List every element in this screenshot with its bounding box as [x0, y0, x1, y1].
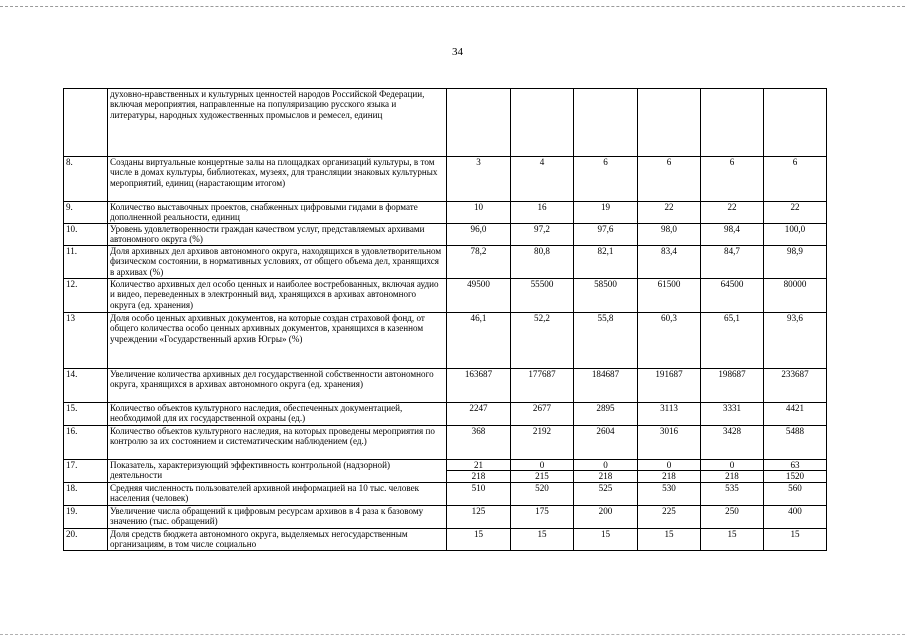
indicator-value: 3: [447, 157, 511, 202]
page-number: 34: [452, 46, 463, 58]
indicator-value: 60,3: [638, 313, 701, 369]
indicator-value: [764, 89, 827, 157]
indicator-value: 55500: [511, 279, 574, 313]
table-row: [64, 157, 827, 202]
row-number: 15.: [64, 403, 108, 426]
indicator-description: духовно-нравственных и культурных ценностей народов Российской Федерации, включая мероприятия, направленные на популяризацию русского языка и литературы, народных художественных промыслов и ремесел, единиц: [108, 89, 447, 157]
indicator-value: 3113: [638, 403, 701, 426]
indicator-value: 52,2: [511, 313, 574, 369]
indicator-value: 22: [764, 202, 827, 224]
value-line-2: 218: [574, 470, 637, 481]
indicator-value: 163687: [447, 369, 511, 403]
indicator-value: 100,0: [764, 224, 827, 246]
table-row: [64, 89, 827, 157]
indicator-value: 58500: [574, 279, 638, 313]
table-row: [64, 202, 827, 224]
indicator-description: Количество объектов культурного наследия, на которых проведены мероприятия по контролю за их состоянием и систематическим наблюдением (ед.): [108, 426, 447, 460]
indicator-value: 15: [447, 529, 511, 551]
indicator-value: 98,9: [764, 246, 827, 279]
indicator-value: 83,4: [638, 246, 701, 279]
indicator-value: 15: [701, 529, 764, 551]
indicator-value: [574, 460, 638, 483]
indicator-value: [447, 460, 511, 483]
indicator-value: 3428: [701, 426, 764, 460]
indicator-value: 175: [511, 506, 574, 529]
indicator-value: 6: [638, 157, 701, 202]
row-number: [64, 89, 108, 157]
indicator-value: 98,4: [701, 224, 764, 246]
indicator-value: 191687: [638, 369, 701, 403]
indicator-value: 535: [701, 483, 764, 506]
row-number: 19.: [64, 506, 108, 529]
value-line-2: 218: [638, 470, 700, 481]
indicator-value: 6: [701, 157, 764, 202]
table-row: [64, 426, 827, 460]
indicator-value: [701, 460, 764, 483]
indicator-value: 560: [764, 483, 827, 506]
table-row: [64, 369, 827, 403]
indicator-value: 4421: [764, 403, 827, 426]
value-line-1: 0: [729, 460, 735, 470]
indicator-value: 55,8: [574, 313, 638, 369]
indicator-value: 200: [574, 506, 638, 529]
indicator-value: [447, 89, 511, 157]
row-number: 13: [64, 313, 108, 369]
value-line-1: 0: [666, 460, 672, 470]
indicator-description: Уровень удовлетворенности граждан качеством услуг, представляемых архивами автономного округа (%): [108, 224, 447, 246]
indicator-value: 84,7: [701, 246, 764, 279]
indicator-value: 98,0: [638, 224, 701, 246]
indicator-value: 93,6: [764, 313, 827, 369]
indicator-value: [574, 89, 638, 157]
indicator-value: 22: [638, 202, 701, 224]
indicator-value: 184687: [574, 369, 638, 403]
table-row: [64, 483, 827, 506]
indicator-value: 530: [638, 483, 701, 506]
indicator-value: 510: [447, 483, 511, 506]
indicator-value: 64500: [701, 279, 764, 313]
row-number: 11.: [64, 246, 108, 279]
indicator-description: Количество объектов культурного наследия, обеспеченных документацией, необходимой для их государственной охраны (ед.): [108, 403, 447, 426]
row-number: 14.: [64, 369, 108, 403]
scan-edge-bottom: [0, 634, 905, 635]
table-row: [64, 529, 827, 551]
indicators-table: [63, 88, 827, 551]
indicator-value: [511, 460, 574, 483]
value-line-1: 63: [790, 460, 800, 470]
indicator-value: 65,1: [701, 313, 764, 369]
indicator-value: 520: [511, 483, 574, 506]
value-line-1: 0: [539, 460, 545, 470]
indicator-value: 97,2: [511, 224, 574, 246]
value-line-1: 21: [473, 460, 484, 470]
table-body: [64, 89, 827, 551]
table-row: [64, 279, 827, 313]
indicator-value: 368: [447, 426, 511, 460]
indicator-description: Доля архивных дел архивов автономного округа, находящихся в удовлетворительном физическом состоянии, в нормативных условиях, от общего объема дел, хранящихся в архивах (%): [108, 246, 447, 279]
indicator-value: 10: [447, 202, 511, 224]
indicator-value: 61500: [638, 279, 701, 313]
indicator-value: 49500: [447, 279, 511, 313]
indicator-value: 2677: [511, 403, 574, 426]
indicator-value: 5488: [764, 426, 827, 460]
indicator-description: Количество выставочных проектов, снабженных цифровыми гидами в формате дополненной реальности, единиц: [108, 202, 447, 224]
indicator-value: 400: [764, 506, 827, 529]
indicator-value: 22: [701, 202, 764, 224]
indicator-description: Доля особо ценных архивных документов, на которые создан страховой фонд, от общего количества особо ценных архивных документов, хранящихся в казенном учреждении «Государственный архив Югры» (%): [108, 313, 447, 369]
table-row: [64, 403, 827, 426]
indicator-value: 80,8: [511, 246, 574, 279]
table-row: [64, 224, 827, 246]
indicator-value: 15: [638, 529, 701, 551]
value-line-2: 1520: [764, 470, 826, 481]
indicator-value: 177687: [511, 369, 574, 403]
indicator-value: 16: [511, 202, 574, 224]
indicator-description: Увеличение количества архивных дел государственной собственности автономного округа, хранящихся в архивах автономного округа (ед. хранения): [108, 369, 447, 403]
value-line-2: 218: [447, 470, 510, 481]
value-line-2: 215: [511, 470, 573, 481]
table-row: [64, 246, 827, 279]
row-number: 20.: [64, 529, 108, 551]
indicator-value: 46,1: [447, 313, 511, 369]
indicator-value: 15: [574, 529, 638, 551]
indicator-value: 198687: [701, 369, 764, 403]
indicator-value: 15: [764, 529, 827, 551]
indicator-description: Доля средств бюджета автономного округа, выделяемых негосударственным организациям, в том числе социально: [108, 529, 447, 551]
indicator-value: [638, 460, 701, 483]
indicator-value: 2604: [574, 426, 638, 460]
indicator-value: 3331: [701, 403, 764, 426]
indicator-value: 6: [764, 157, 827, 202]
indicator-value: [511, 89, 574, 157]
indicator-value: 96,0: [447, 224, 511, 246]
indicator-description: Показатель, характеризующий эффективность контрольной (надзорной) деятельности: [108, 460, 447, 483]
table-row: [64, 460, 827, 483]
value-line-1: 0: [603, 460, 608, 470]
indicator-value: 125: [447, 506, 511, 529]
indicator-value: [701, 89, 764, 157]
indicator-value: 15: [511, 529, 574, 551]
row-number: 16.: [64, 426, 108, 460]
row-number: 17.: [64, 460, 108, 483]
scan-edge-top: [0, 6, 905, 7]
row-number: 12.: [64, 279, 108, 313]
indicator-description: Созданы виртуальные концертные залы на площадках организаций культуры, в том числе в домах культуры, библиотеках, музеях, для трансляции знаковых культурных мероприятий, единиц (нарастающим итогом): [108, 157, 447, 202]
indicator-value: 3016: [638, 426, 701, 460]
indicator-value: 250: [701, 506, 764, 529]
value-line-2: 218: [701, 470, 763, 481]
indicator-description: Средняя численность пользователей архивной информацией на 10 тыс. человек населения (человек): [108, 483, 447, 506]
row-number: 8.: [64, 157, 108, 202]
indicator-description: Количество архивных дел особо ценных и наиболее востребованных, включая аудио и видео, переведенных в электронный вид, хранящихся в архивах автономного округа (ед. хранения): [108, 279, 447, 313]
indicator-value: 97,6: [574, 224, 638, 246]
row-number: 10.: [64, 224, 108, 246]
indicator-value: [764, 460, 827, 483]
indicator-value: 78,2: [447, 246, 511, 279]
table-row: [64, 506, 827, 529]
indicator-value: 525: [574, 483, 638, 506]
row-number: 9.: [64, 202, 108, 224]
indicator-value: [638, 89, 701, 157]
indicator-value: 82,1: [574, 246, 638, 279]
indicator-value: 4: [511, 157, 574, 202]
indicator-value: 2895: [574, 403, 638, 426]
indicator-value: 19: [574, 202, 638, 224]
indicator-value: 2192: [511, 426, 574, 460]
indicator-value: 2247: [447, 403, 511, 426]
indicator-value: 233687: [764, 369, 827, 403]
row-number: 18.: [64, 483, 108, 506]
table-row: [64, 313, 827, 369]
indicator-value: 80000: [764, 279, 827, 313]
indicator-value: 225: [638, 506, 701, 529]
indicator-value: 6: [574, 157, 638, 202]
indicator-description: Увеличение числа обращений к цифровым ресурсам архивов в 4 раза к базовому значению (тыс. обращений): [108, 506, 447, 529]
